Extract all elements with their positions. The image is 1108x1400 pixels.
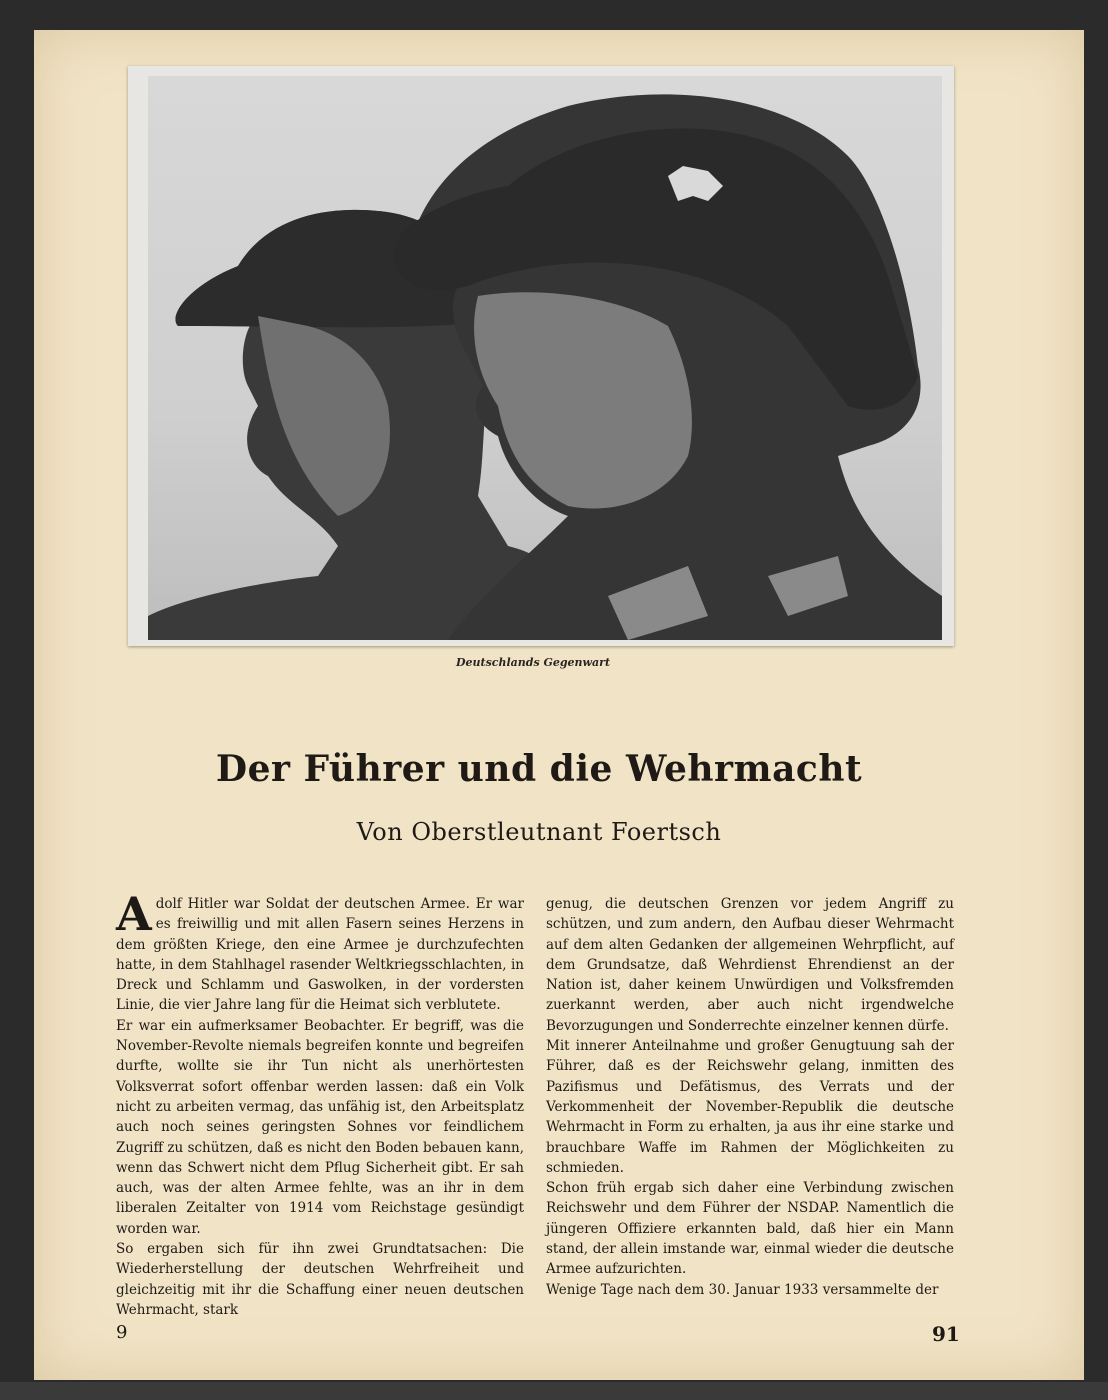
paragraph: Wenige Tage nach dem 30. Januar 1933 versammelte der	[546, 1281, 939, 1298]
photo-caption: Deutschlands Gegenwart	[455, 656, 611, 669]
paragraph: Schon früh ergab sich daher eine Verbindung zwischen Reichswehr und dem Führer der NSDAP. Namentlich die jüngeren Offiziere erkannten bald, daß hier ein Mann stand, der allein imstande war, einmal wieder die deutsche Armee aufzurichten.	[546, 1180, 954, 1278]
article-byline: Von Oberstleutnant Foertsch	[356, 818, 722, 846]
photo-frame	[128, 66, 954, 646]
paragraph: So ergaben sich für ihn zwei Grundtatsachen: Die Wiederherstellung der deutschen Wehrfreiheit und gleichzeitig mit ihr die Schaffung einer neuen deutschen Wehrmacht, stark	[116, 1241, 524, 1318]
left-text-column	[116, 887, 524, 1320]
paragraph: Mit innerer Anteilnahme und großer Genugtuung sah der Führer, daß es der Reichswehr gelang, inmitten des Pazifismus und Defätismus, des Verrats und der Verkommenheit der November-Republik die deutsche Wehrmacht in Form zu erhalten, ja aus ihr eine starke und brauchbare Waffe im Rahmen der Möglichkeiten zu schmieden.	[546, 1038, 954, 1176]
scanner-edge	[0, 1382, 1108, 1400]
soldiers-illustration	[148, 76, 942, 640]
page-number-right: 91	[932, 1322, 960, 1346]
article-title: Der Führer und die Wehrmacht	[215, 748, 863, 790]
soldiers-photo	[148, 76, 942, 640]
paragraph-text: dolf Hitler war Soldat der deutschen Armee. Er war es freiwillig und mit allen Fasern seines Herzens in dem größten Kriege, den eine Armee je durchzufechten hatte, in dem Stahlhagel rasender Weltkriegsschlachten, in Dreck und Schlamm und Gaswolken, in der vordersten Linie, die vier Jahre lang für die Heimat sich verblutete.	[116, 896, 524, 1014]
page-number-left: 9	[116, 1322, 128, 1343]
drop-cap: A	[116, 887, 152, 941]
right-text-column	[546, 894, 954, 1300]
paragraph: Er war ein aufmerksamer Beobachter. Er begriff, was die November-Revolte niemals begreifen konnte und begreifen durfte, wollte sie ihr Tun nicht als unerhörtesten Volksverrat sofort offenbar werden lassen: daß ein Volk nicht zu arbeiten vermag, das unfähig ist, den Arbeitsplatz auch noch seines geringsten Sohnes vor feindlichem Zugriff zu schützen, daß es nicht den Boden bebauen kann, wenn das Schwert nicht dem Pflug Sicherheit gibt. Er sah auch, was der alten Armee fehlte, was an ihr in dem liberalen Zeitalter von 1914 vom Reichstage gesündigt worden war.	[116, 1017, 524, 1237]
paragraph: genug, die deutschen Grenzen vor jedem Angriff zu schützen, und zum andern, den Aufbau dieser Wehrmacht auf dem alten Gedanken der allgemeinen Wehrpflicht, auf dem Grundsatze, daß Wehrdienst Ehrendienst an der Nation ist, daher keinem Unwürdigen und Volksfremden zuerkannt werden, aber auch nicht irgendwelche Bevorzugungen und Sonderrechte einzelner kennen dürfe.	[546, 896, 954, 1034]
paragraph	[116, 887, 524, 1016]
